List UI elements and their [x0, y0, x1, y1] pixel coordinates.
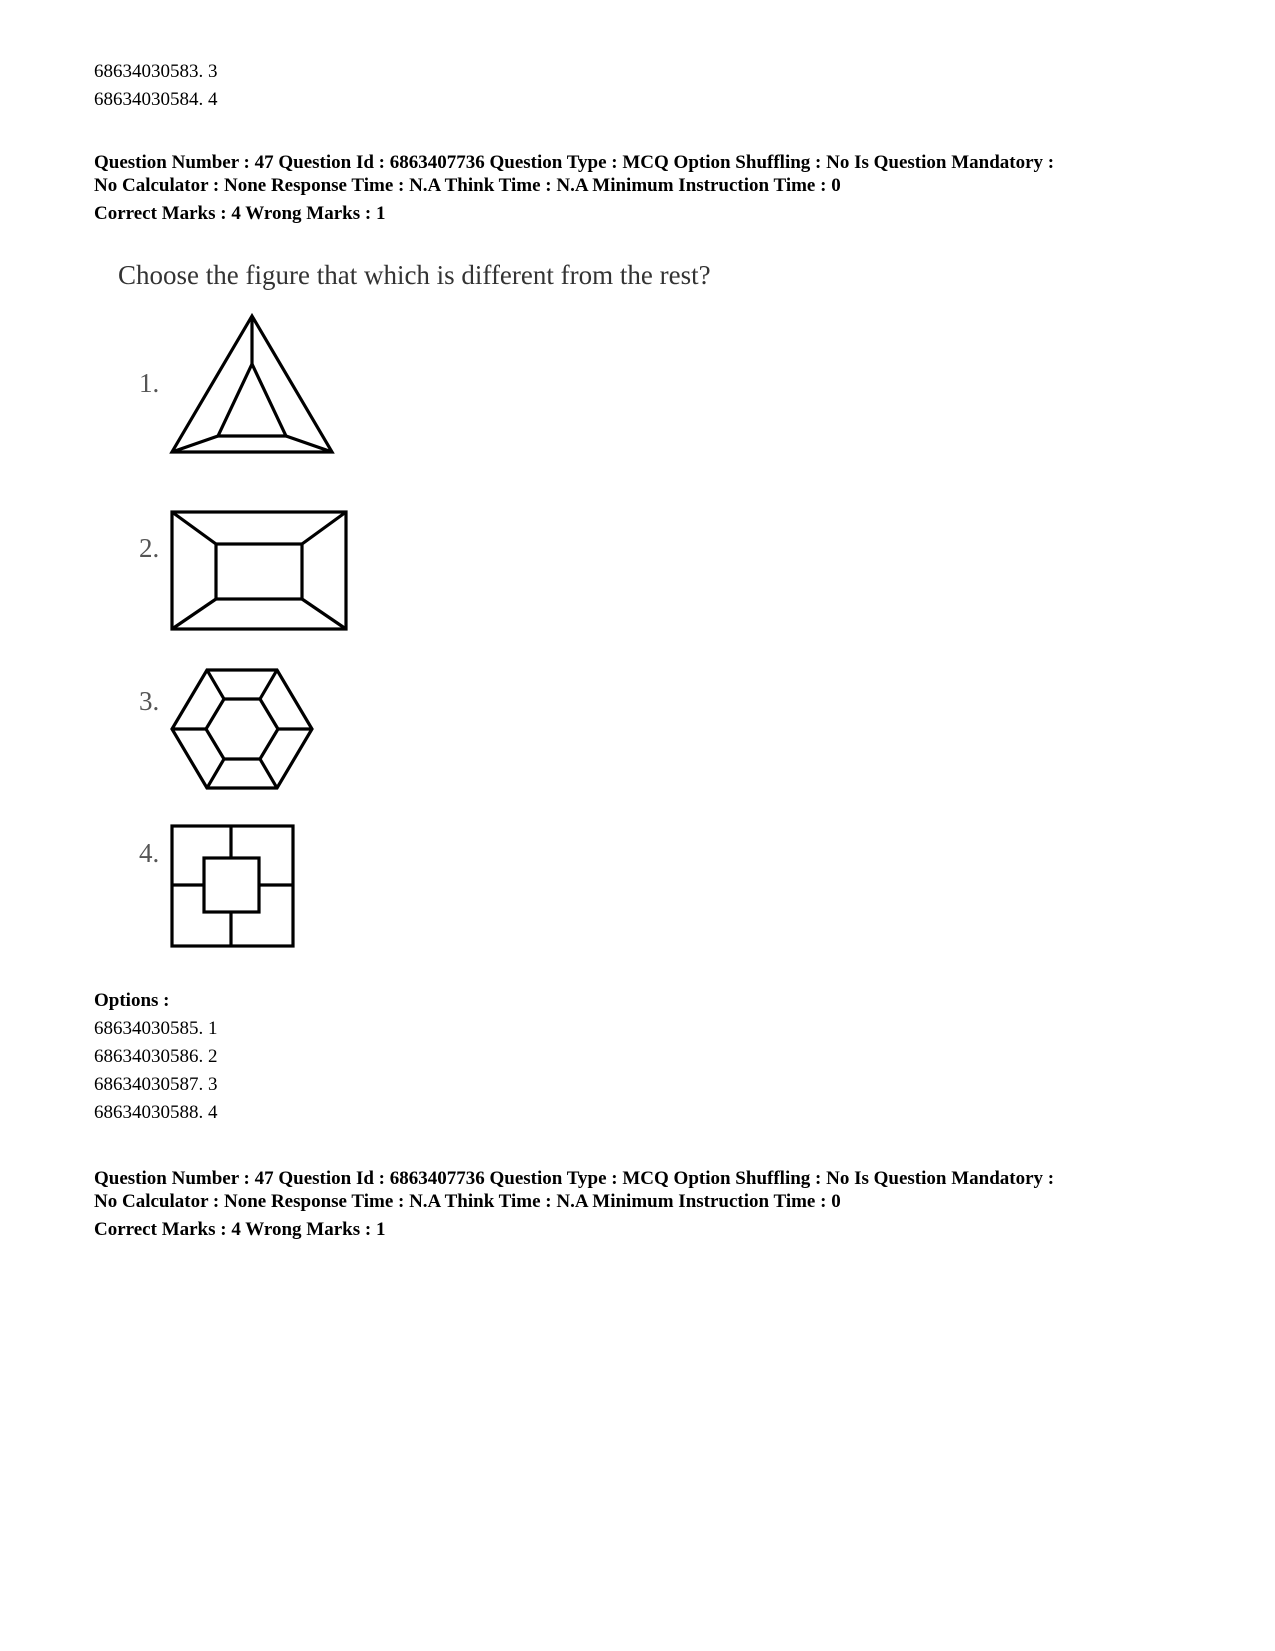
- figure-4-label: 4.: [139, 838, 160, 868]
- next-question-meta-line-2: No Calculator : None Response Time : N.A Think Time : N.A Minimum Instruction Time : 0: [94, 1191, 841, 1212]
- next-marks-line: Correct Marks : 4 Wrong Marks : 1: [94, 1219, 386, 1240]
- next-question-meta-line-1: Question Number : 47 Question Id : 6863407736 Question Type : MCQ Option Shuffling : No Is Question Mandatory :: [94, 1168, 1055, 1189]
- option-4: 68634030588. 4: [94, 1102, 218, 1123]
- prev-option-4: 68634030584. 4: [94, 89, 218, 110]
- question-meta-line-2: No Calculator : None Response Time : N.A Think Time : N.A Minimum Instruction Time : 0: [94, 175, 841, 196]
- prev-option-3: 68634030583. 3: [94, 61, 218, 82]
- question-text: Choose the figure that which is different from the rest?: [118, 260, 711, 290]
- options-heading: Options :: [94, 990, 170, 1011]
- figure-2-label: 2.: [139, 533, 160, 563]
- figure-4-square: [170, 824, 300, 954]
- option-2: 68634030586. 2: [94, 1046, 218, 1067]
- figure-1-label: 1.: [139, 368, 160, 398]
- figure-3-hexagon: [172, 667, 322, 797]
- figure-2-rectangle: [170, 510, 350, 635]
- option-1: 68634030585. 1: [94, 1018, 218, 1039]
- question-meta-line-1: Question Number : 47 Question Id : 6863407736 Question Type : MCQ Option Shuffling : No Is Question Mandatory :: [94, 152, 1055, 173]
- marks-line: Correct Marks : 4 Wrong Marks : 1: [94, 203, 386, 224]
- option-3: 68634030587. 3: [94, 1074, 218, 1095]
- figure-1-triangle: [170, 312, 340, 462]
- figure-3-label: 3.: [139, 686, 160, 716]
